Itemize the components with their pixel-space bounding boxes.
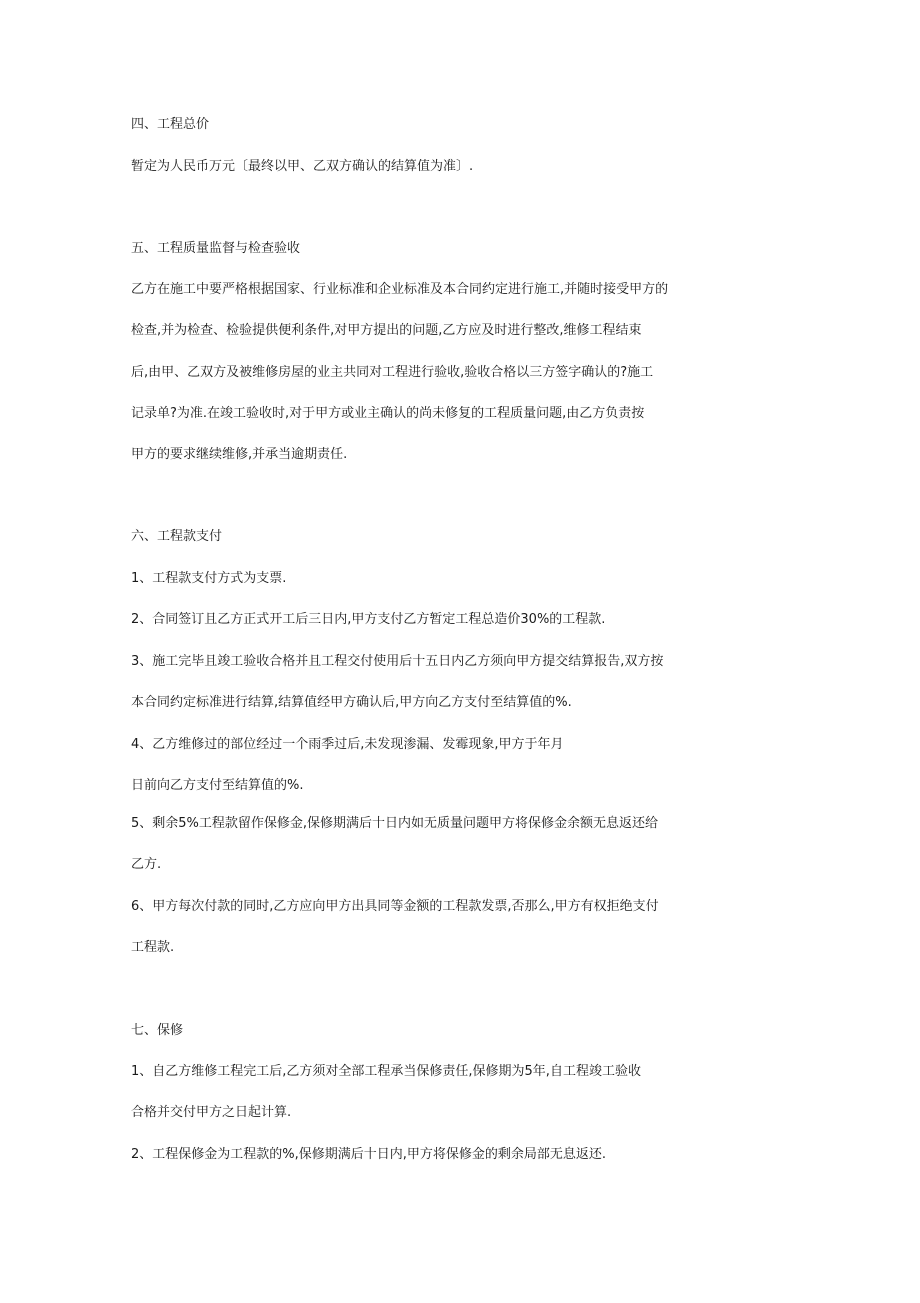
list-item: 1、工程款支付方式为支票. bbox=[131, 571, 287, 586]
paragraph-line: 暂定为人民币万元〔最终以甲、乙双方确认的结算值为准〕. bbox=[131, 159, 474, 174]
paragraph-line: 后,由甲、乙双方及被维修房屋的业主共同对工程进行验收,验收合格以三方签字确认的?施工 bbox=[131, 365, 654, 380]
list-item: 3、施工完毕且竣工验收合格并且工程交付使用后十五日内乙方须向甲方提交结算报告,双方按 bbox=[131, 654, 664, 669]
list-item: 2、合同签订且乙方正式开工后三日内,甲方支付乙方暂定工程总造价30%的工程款. bbox=[131, 612, 606, 627]
paragraph-line: 检查,并为检查、检验提供便利条件,对甲方提出的问题,乙方应及时进行整改,维修工程结束 bbox=[131, 323, 642, 338]
list-item-continuation: 乙方. bbox=[131, 857, 162, 872]
list-item-continuation: 合格并交付甲方之日起计算. bbox=[131, 1105, 292, 1120]
section-heading-quality: 五、工程质量监督与检查验收 bbox=[131, 241, 301, 256]
section-heading-total-price: 四、工程总价 bbox=[131, 117, 210, 132]
section-heading-payment: 六、工程款支付 bbox=[131, 529, 223, 544]
list-item-continuation: 工程款. bbox=[131, 940, 175, 955]
list-item: 1、自乙方维修工程完工后,乙方须对全部工程承当保修责任,保修期为5年,自工程竣工验收 bbox=[131, 1064, 641, 1079]
list-item-continuation: 本合同约定标准进行结算,结算值经甲方确认后,甲方向乙方支付至结算值的%. bbox=[131, 695, 572, 710]
section-heading-warranty: 七、保修 bbox=[131, 1023, 184, 1038]
paragraph-line: 甲方的要求继续维修,并承当逾期责任. bbox=[131, 447, 348, 462]
list-item: 6、甲方每次付款的同时,乙方应向甲方出具同等金额的工程款发票,否那么,甲方有权拒绝支付 bbox=[131, 899, 659, 914]
list-item: 5、剩余5%工程款留作保修金,保修期满后十日内如无质量问题甲方将保修金余额无息返还给 bbox=[131, 816, 659, 831]
paragraph-line: 乙方在施工中要严格根据国家、行业标准和企业标准及本合同约定进行施工,并随时接受甲方的 bbox=[131, 282, 669, 297]
paragraph-line: 记录单?为准.在竣工验收时,对于甲方或业主确认的尚未修复的工程质量问题,由乙方负责按 bbox=[131, 406, 645, 421]
list-item: 2、工程保修金为工程款的%,保修期满后十日内,甲方将保修金的剩余局部无息返还. bbox=[131, 1147, 607, 1162]
list-item-continuation: 日前向乙方支付至结算值的%. bbox=[131, 778, 304, 793]
list-item: 4、乙方维修过的部位经过一个雨季过后,未发现渗漏、发霉现象,甲方于年月 bbox=[131, 737, 564, 752]
